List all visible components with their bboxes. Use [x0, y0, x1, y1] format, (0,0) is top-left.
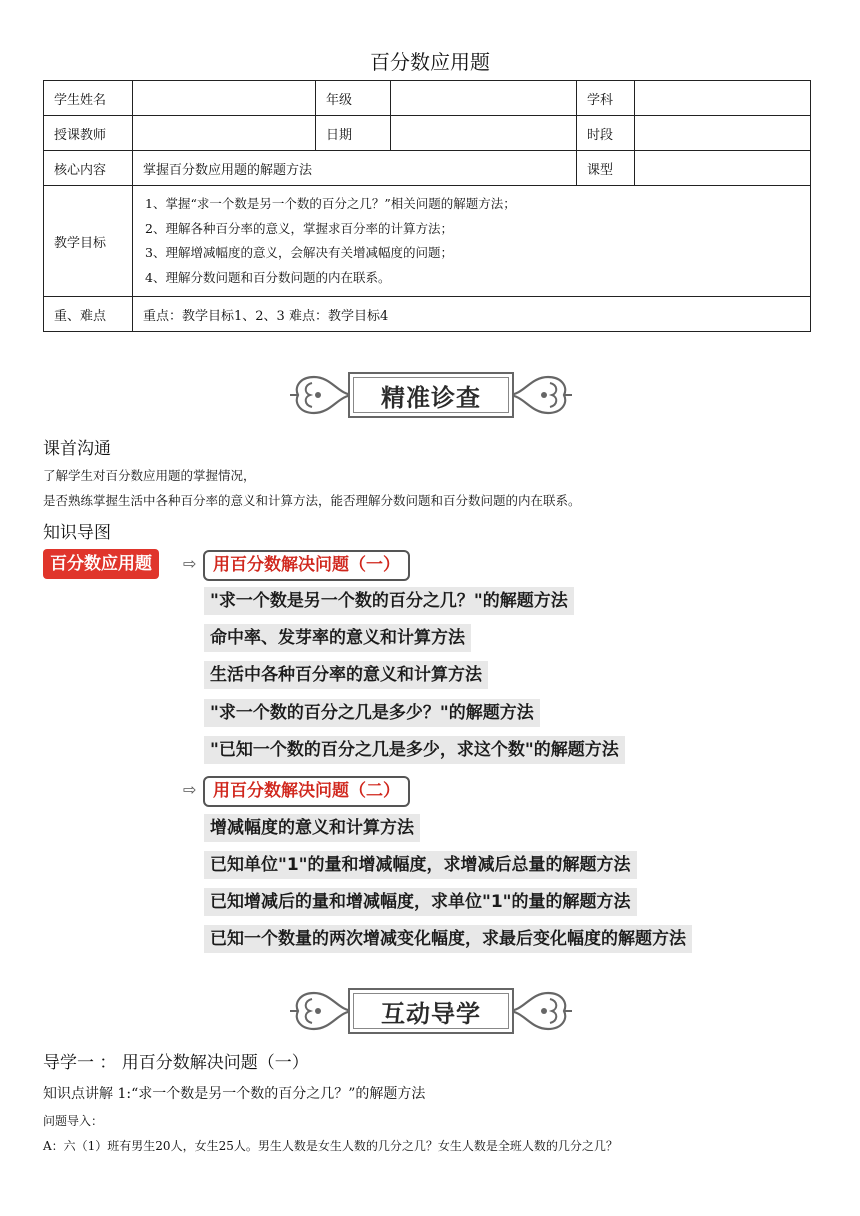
type-label: 课型: [577, 151, 635, 186]
subject-label: 学科: [577, 81, 635, 116]
ornament-right-icon: [504, 363, 574, 427]
lesson-info-table: [43, 80, 811, 332]
intro-label: 问题导入：: [43, 1114, 104, 1128]
banner-title: 互动导学: [348, 988, 514, 1034]
paragraph-line: 是否熟练掌握生活中各种百分率的意义和计算方法，能否理解分数问题和百分数问题的内在联系。: [43, 493, 581, 508]
mindmap-branch-2: 用百分数解决问题（二）: [203, 776, 410, 807]
table-row: [44, 151, 811, 186]
section-heading-mindmap: 知识导图: [43, 523, 111, 543]
teacher-label: 授课教师: [44, 116, 133, 151]
knowledge-point: 知识点讲解 1:“求一个数是另一个数的百分之几？”的解题方法: [43, 1086, 426, 1102]
section-banner-diagnosis: [288, 363, 574, 427]
goal-item: 1、掌握“求一个数是另一个数的百分之几？”相关问题的解题方法；: [145, 196, 516, 211]
arrow-right-icon: ⇨: [183, 780, 197, 799]
goal-item: 3、理解增减幅度的意义，会解决有关增减幅度的问题；: [145, 245, 453, 260]
type-cell: [635, 151, 811, 186]
core-label: 核心内容: [44, 151, 133, 186]
mindmap-leaf: "已知一个数的百分之几是多少，求这个数"的解题方法: [204, 736, 625, 764]
mindmap-leaf: 已知单位"1"的量和增减幅度，求增减后总量的解题方法: [204, 851, 637, 879]
mindmap-leaf: 命中率、发芽率的意义和计算方法: [204, 624, 471, 652]
table-row: [44, 186, 811, 297]
paragraph-line: 了解学生对百分数应用题的掌握情况，: [43, 468, 256, 483]
problem-a: A：六（1）班有男生20人，女生25人。男生人数是女生人数的几分之几？女生人数是全班人数的几分之几？: [43, 1139, 618, 1153]
focus-label: 重、难点: [44, 297, 133, 332]
date-cell: [391, 116, 577, 151]
period-cell: [635, 116, 811, 151]
period-label: 时段: [577, 116, 635, 151]
section-banner-interactive: [288, 979, 574, 1043]
teacher-cell: [133, 116, 316, 151]
mindmap-leaf: 已知增减后的量和增减幅度，求单位"1"的量的解题方法: [204, 888, 637, 916]
goals-label: 教学目标: [44, 186, 133, 297]
section-heading-communication: 课首沟通: [43, 439, 111, 459]
core-value: 掌握百分数应用题的解题方法: [133, 151, 577, 186]
arrow-right-icon: ⇨: [183, 554, 197, 573]
goals-cell: [133, 186, 811, 297]
student-name-cell: [133, 81, 316, 116]
ornament-right-icon: [504, 979, 574, 1043]
mindmap-leaf: 已知一个数量的两次增减变化幅度，求最后变化幅度的解题方法: [204, 925, 692, 953]
table-row: [44, 297, 811, 332]
section-heading-guide: 导学一 ： 用百分数解决问题（一）: [43, 1053, 309, 1073]
grade-cell: [391, 81, 577, 116]
goal-item: 2、理解各种百分率的意义，掌握求百分率的计算方法；: [145, 220, 453, 236]
student-name-label: 学生姓名: [44, 81, 133, 116]
table-row: [44, 116, 811, 151]
banner-title: 精准诊查: [348, 372, 514, 418]
mindmap-leaf: 增减幅度的意义和计算方法: [204, 814, 420, 842]
table-row: [44, 81, 811, 116]
grade-label: 年级: [316, 81, 391, 116]
mindmap-branch-1: 用百分数解决问题（一）: [203, 550, 410, 581]
goal-item: 4、理解分数问题和百分数问题的内在联系。: [145, 269, 391, 285]
date-label: 日期: [316, 116, 391, 151]
mindmap-leaf: "求一个数的百分之几是多少？"的解题方法: [204, 699, 540, 727]
mindmap-leaf: 生活中各种百分率的意义和计算方法: [204, 661, 488, 689]
document-title: 百分数应用题: [370, 50, 490, 74]
mindmap-root: 百分数应用题: [43, 549, 159, 579]
focus-value: 重点：教学目标1、2、3 难点：教学目标4: [133, 297, 811, 332]
mindmap-leaf: "求一个数是另一个数的百分之几？"的解题方法: [204, 587, 574, 615]
subject-cell: [635, 81, 811, 116]
